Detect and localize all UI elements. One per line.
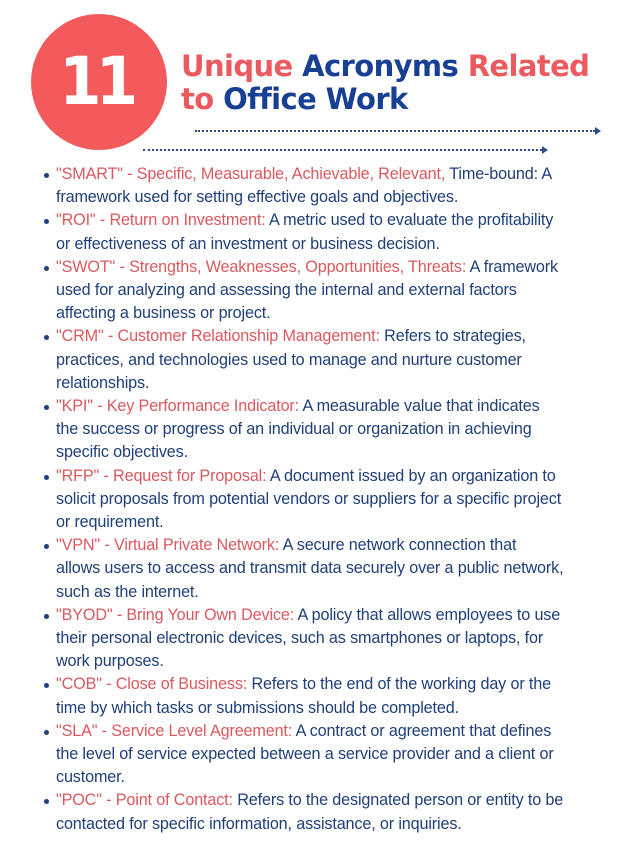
list-item-sla (0, 720, 636, 790)
list-item-vpn (0, 534, 636, 604)
bullet-icon (44, 219, 49, 224)
acronym-term: "CRM" - Customer Relationship Management: (56, 327, 380, 346)
bullet-icon (44, 799, 49, 804)
list-item-cob (0, 673, 636, 719)
bullet-icon (44, 475, 49, 480)
bullet-icon (44, 335, 49, 340)
acronym-description: framework used for setting effective goals and objectives. (56, 188, 459, 207)
title-word-unique: Unique (181, 49, 293, 83)
acronym-description: or effectiveness of an investment or business decision. (56, 234, 440, 253)
acronym-description: allows users to access and transmit data securely over a public network, (56, 559, 564, 578)
badge-number: 11 (59, 43, 133, 120)
acronym-description: time by which tasks or submissions should be completed. (56, 698, 459, 717)
acronym-description: specific objectives. (56, 443, 188, 462)
acronym-description: work purposes. (56, 652, 164, 671)
acronym-description: their personal electronic devices, such as smartphones or laptops, for (56, 629, 544, 648)
acronym-term: "POC" - Point of Contact: (56, 791, 233, 810)
bullet-icon (44, 683, 49, 688)
bullet-icon (44, 614, 49, 619)
acronym-description: the success or progress of an individual or organization in achieving (56, 420, 532, 439)
dotted-arrow-right-icon (143, 148, 548, 152)
list-item-kpi (0, 395, 636, 465)
acronym-description: the level of service expected between a service provider and a client or (56, 745, 554, 764)
acronym-term: "SMART" - Specific, Measurable, Achievable, Relevant, (56, 165, 446, 183)
number-badge (31, 14, 167, 150)
acronym-description: practices, and technologies used to manage and nurture customer (56, 350, 522, 369)
acronym-description: customer. (56, 768, 125, 787)
acronym-description: Refers to the designated person or entity to be (232, 791, 564, 810)
list-item-swot (0, 256, 636, 326)
acronym-term: "KPI" - Key Performance Indicator: (56, 397, 300, 416)
title-word-to: to (181, 82, 214, 116)
list-item-smart (0, 163, 636, 209)
bullet-icon (44, 173, 49, 178)
list-item-crm (0, 325, 636, 395)
list-item-poc (0, 789, 636, 835)
title-word-acronyms: Acronyms (302, 49, 459, 83)
list-item-byod (0, 604, 636, 674)
acronym-term: "SWOT" - Strengths, Weaknesses, Opportunities, Threats: (56, 257, 467, 276)
title-word-related: Related (467, 49, 590, 83)
acronym-description: affecting a business or project. (56, 304, 271, 323)
acronym-description: Time-bound: A (445, 165, 553, 183)
acronym-term: "SLA" - Service Level Agreement: (56, 721, 293, 740)
title-line-2 (181, 83, 589, 116)
acronym-description: A framework (466, 257, 558, 276)
bullet-icon (44, 266, 49, 271)
acronym-description: Refers to the end of the working day or the (247, 675, 551, 694)
acronym-description: or requirement. (56, 513, 164, 532)
dotted-arrow-right-icon (195, 129, 601, 133)
acronym-term: "COB" - Close of Business: (56, 675, 248, 694)
acronym-list (0, 163, 636, 836)
acronym-description: relationships. (56, 373, 150, 392)
acronym-term: "BYOD" - Bring Your Own Device: (56, 605, 295, 624)
list-item-rfp (0, 465, 636, 535)
acronym-description: A metric used to evaluate the profitability (265, 211, 554, 230)
acronym-term: "VPN" - Virtual Private Network: (56, 536, 280, 555)
title-line-1 (181, 50, 589, 83)
acronym-description: A measurable value that indicates (299, 397, 540, 416)
acronym-description: contacted for specific information, assistance, or inquiries. (56, 814, 462, 833)
bullet-icon (44, 405, 49, 410)
acronym-description: solicit proposals from potential vendors or suppliers for a specific project (56, 489, 562, 508)
list-item-roi (0, 209, 636, 255)
acronym-description: A secure network connection that (279, 536, 517, 555)
acronym-description: A document issued by an organization to (266, 466, 556, 485)
title-word-office-work: Office Work (223, 82, 408, 116)
acronym-description: A policy that allows employees to use (294, 605, 561, 624)
acronym-description: such as the internet. (56, 582, 199, 601)
acronym-description: A contract or agreement that defines (292, 721, 552, 740)
acronym-term: "ROI" - Return on Investment: (56, 211, 266, 230)
acronym-description: used for analyzing and assessing the internal and external factors (56, 281, 517, 300)
acronym-description: Refers to strategies, (379, 327, 526, 346)
acronym-term: "RFP" - Request for Proposal: (56, 466, 267, 485)
page-title (181, 50, 589, 116)
bullet-icon (44, 544, 49, 549)
bullet-icon (44, 730, 49, 735)
